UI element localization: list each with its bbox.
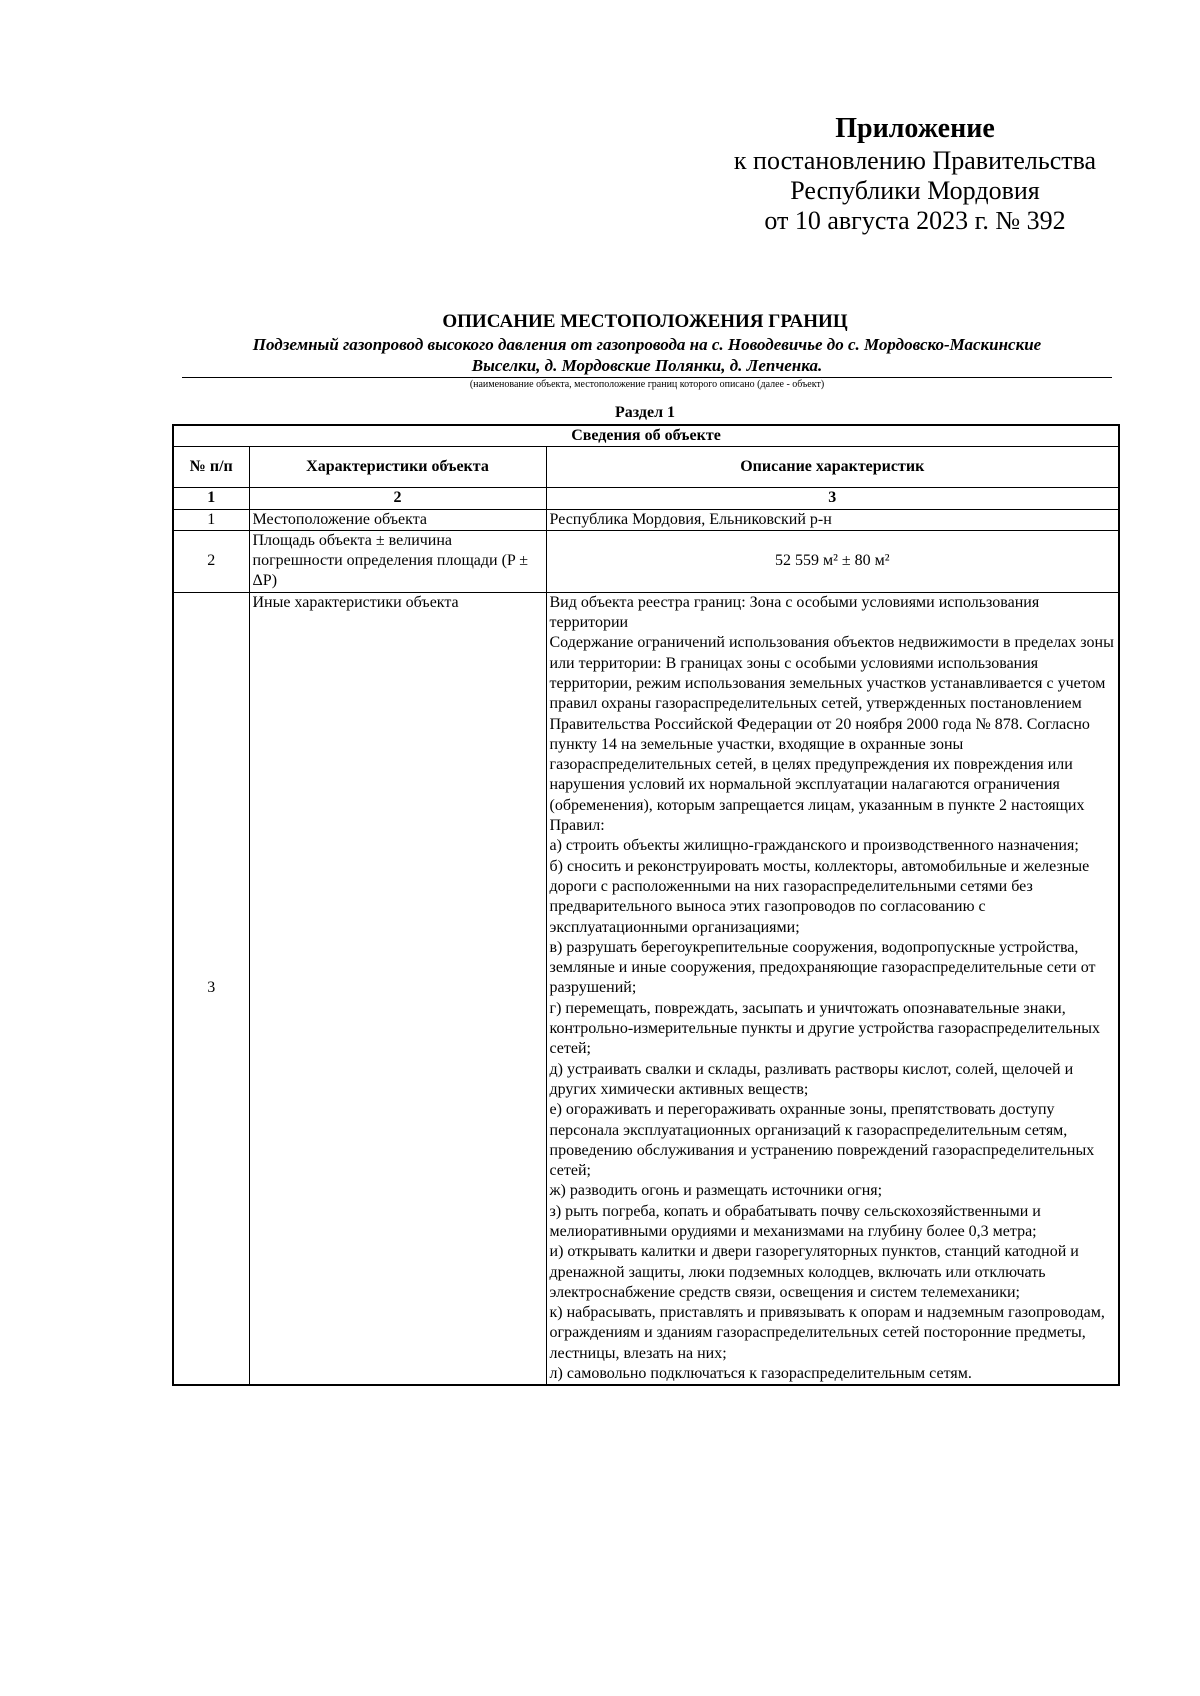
appendix-line-1: к постановлению Правительства [733, 146, 1097, 175]
description-line: Содержание ограничений использования объектов недвижимости в пределах зоны или территории: В границах зоны с особыми условиями использования территории, режим использования земельных участков устанавливается с учетом правил охраны газораспределительных сетей, утвержденных постановлением Правительства Российской Федерации от 20 ноября 2000 года № 878. Согласно пункту 14 на земельные участки, входящие в охранные зоны газораспределительных сетей, в целях предупреждения их повреждения или нарушения условий их нормальной эксплуатации налагаются ограничения (обременения), которым запрещается лицам, указанным в пункте 2 настоящих Правил: [549, 634, 1114, 835]
row-description: 52 559 м² ± 80 м² [546, 530, 1119, 592]
description-line: Вид объекта реестра границ: Зона с особыми условиями использования территории [549, 593, 1040, 632]
table-header-row [173, 447, 1119, 488]
description-line: е) огораживать и перегораживать охранные зоны, препятствовать доступу персонала эксплуатационных организаций к газораспределительным сетям, проведению обслуживания и устранению повреждений газораспределительных сетей; [549, 1101, 1095, 1180]
description-line: з) рыть погреба, копать и обрабатывать почву сельскохозяйственными и мелиоративными орудиями и механизмами на глубину более 0,3 метра; [549, 1202, 1041, 1240]
appendix-block [690, 114, 1140, 236]
object-caption: (наименование объекта, местоположение границ которого описано (далее - объект) [469, 379, 825, 390]
document-title: ОПИСАНИЕ МЕСТОПОЛОЖЕНИЯ ГРАНИЦ [442, 311, 848, 332]
row-num: 1 [173, 509, 249, 530]
header-characteristics: Характеристики объекта [249, 447, 546, 488]
description-line: а) строить объекты жилищно-гражданского и производственного назначения; [549, 837, 1079, 855]
appendix-line-2: Республики Мордовия [790, 176, 1040, 205]
row-description [546, 592, 1119, 1385]
object-info-table [172, 424, 1120, 1386]
description-line: к) набрасывать, приставлять и привязывать к опорам и надземным газопроводам, ограждениям и зданиям газораспределительных сетей посторонние предметы, лестницы, влезать на них; [549, 1304, 1105, 1362]
object-underline [182, 377, 1112, 378]
table-caption-row [173, 425, 1119, 447]
table-row [173, 530, 1119, 592]
row-num: 3 [173, 592, 249, 1385]
description-line: б) сносить и реконструировать мосты, коллекторы, автомобильные и железные дороги с расположенными на них газораспределительными сетями без предварительного выноса этих газопроводов по согласованию с эксплуатационными организациями; [549, 857, 1090, 936]
col-number-3: 3 [546, 488, 1119, 509]
table-caption: Сведения об объекте [173, 425, 1119, 447]
col-number-1: 1 [173, 488, 249, 509]
description-line: и) открывать калитки и двери газорегуляторных пунктов, станций катодной и дренажной защиты, люки подземных колодцев, включать или отключать электроснабжение средств связи, освещения и систем телемеханики; [549, 1243, 1079, 1301]
row-characteristic: Местоположение объекта [249, 509, 546, 530]
row-description: Республика Мордовия, Ельниковский р-н [546, 509, 1119, 530]
description-line: д) устраивать свалки и склады, разливать растворы кислот, солей, щелочей и других химически активных веществ; [549, 1060, 1074, 1098]
table-row [173, 592, 1119, 1385]
column-number-row [173, 488, 1119, 509]
appendix-title: Приложение [835, 113, 995, 144]
section-title: Раздел 1 [614, 404, 676, 421]
description-line: ж) разводить огонь и размещать источники огня; [549, 1182, 883, 1200]
object-name-line-1: Подземный газопровод высокого давления от газопровода на с. Новодевичье до с. Мордовско-Маскинские [252, 335, 1042, 354]
row-characteristic: Площадь объекта ± величина погрешности определения площади (P ± ΔP) [249, 530, 546, 592]
appendix-line-3: от 10 августа 2023 г. № 392 [764, 206, 1066, 235]
description-line: л) самовольно подключаться к газораспределительным сетям. [549, 1365, 972, 1383]
description-line: в) разрушать берегоукрепительные сооружения, водопропускные устройства, земляные и иные сооружения, предохраняющие газораспределительные сети от разрушений; [549, 938, 1096, 997]
header-description: Описание характеристик [546, 447, 1119, 488]
row-characteristic: Иные характеристики объекта [249, 592, 546, 1385]
description-line: г) перемещать, повреждать, засыпать и уничтожать опознавательные знаки, контрольно-измерительные пункты и другие устройства газораспределительных сетей; [549, 999, 1100, 1058]
object-name [182, 334, 1112, 376]
row-num: 2 [173, 530, 249, 592]
table-row [173, 509, 1119, 530]
object-name-line-2: Выселки, д. Мордовские Полянки, д. Лепченка. [471, 356, 823, 375]
col-number-2: 2 [249, 488, 546, 509]
header-num: № п/п [173, 447, 249, 488]
